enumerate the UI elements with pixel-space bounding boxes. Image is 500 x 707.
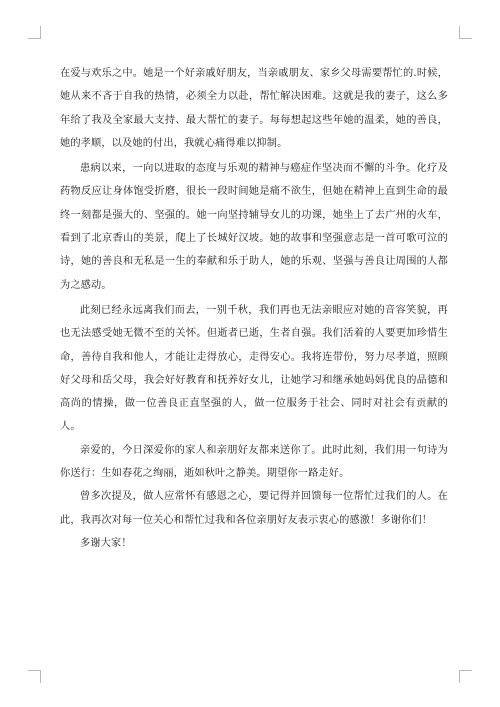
- paragraph-3: 此刻已经永远离我们而去，一别千秋，我们再也无法亲眼应对她的音容笑貌，再也无法感受她无微不至的关怀。但逝者已逝，生者自强。我们活着的人要更加珍惜生命，善待自我和他人，才能让走得放心，走得安心。我将连带份，努力尽孝道，照顾好父母和岳父母，我会好好教育和抚养好女儿，让她学习和继承她妈妈优良的品德和高尚的情操，做一位善良正直坚强的人，做一位服务于社会、同时对社会有贡献的人。: [60, 304, 448, 433]
- crop-mark-bottom-right: [459, 670, 472, 683]
- paragraph-2: 患病以来，一向以进取的态度与乐观的精神与癌症作坚决而不懈的斗争。化疗及药物反应让身体饱受折磨，很长一段时间她是痛不欲生，但她在精神上直到生命的最终一刻都是强大的、坚强的。她一向坚持辅导女儿的功课，她坐上了去广州的火车，看到了北京香山的美景，爬上了长城好汉坡。她的故事和坚强意志是一首可歌可泣的诗，她的善良和无私是一生的奉献和乐于助人，她的乐观、坚强与善良让周围的人都为之感动。: [60, 163, 448, 291]
- crop-mark-bottom-left: [28, 670, 41, 683]
- paragraph-5: 曾多次提及，做人应常怀有感恩之心，要记得并回馈每一位帮忙过我们的人。在此，我再次对每一位关心和帮忙过我和各位亲朋好友表示衷心的感激！多谢你们！: [60, 491, 448, 526]
- crop-mark-top-left: [28, 26, 41, 39]
- paragraph-4: 亲爱的，今日深爱你的家人和亲朋好友都来送你了。此时此刻，我们用一句诗为你送行：生如春花之绚丽，逝如秋叶之静美。期望你一路走好。: [60, 444, 448, 480]
- paragraph-6: 多谢大家！: [80, 537, 132, 549]
- paragraph-1: 在爱与欢乐之中。她是一个好亲戚好朋友，当亲戚朋友、家乡父母需要帮忙的.时候，她从来不吝于自我的热情，必须全力以赴，帮忙解决困难。这就是我的妻子，这么多年给了我及全家最大支持、最大帮忙的妻子。每每想起这些年她的温柔，她的善良，她的孝顺，以及她的付出，我就心痛得难以抑制。: [60, 68, 448, 149]
- crop-mark-top-right: [459, 26, 472, 39]
- document-body: [60, 62, 448, 555]
